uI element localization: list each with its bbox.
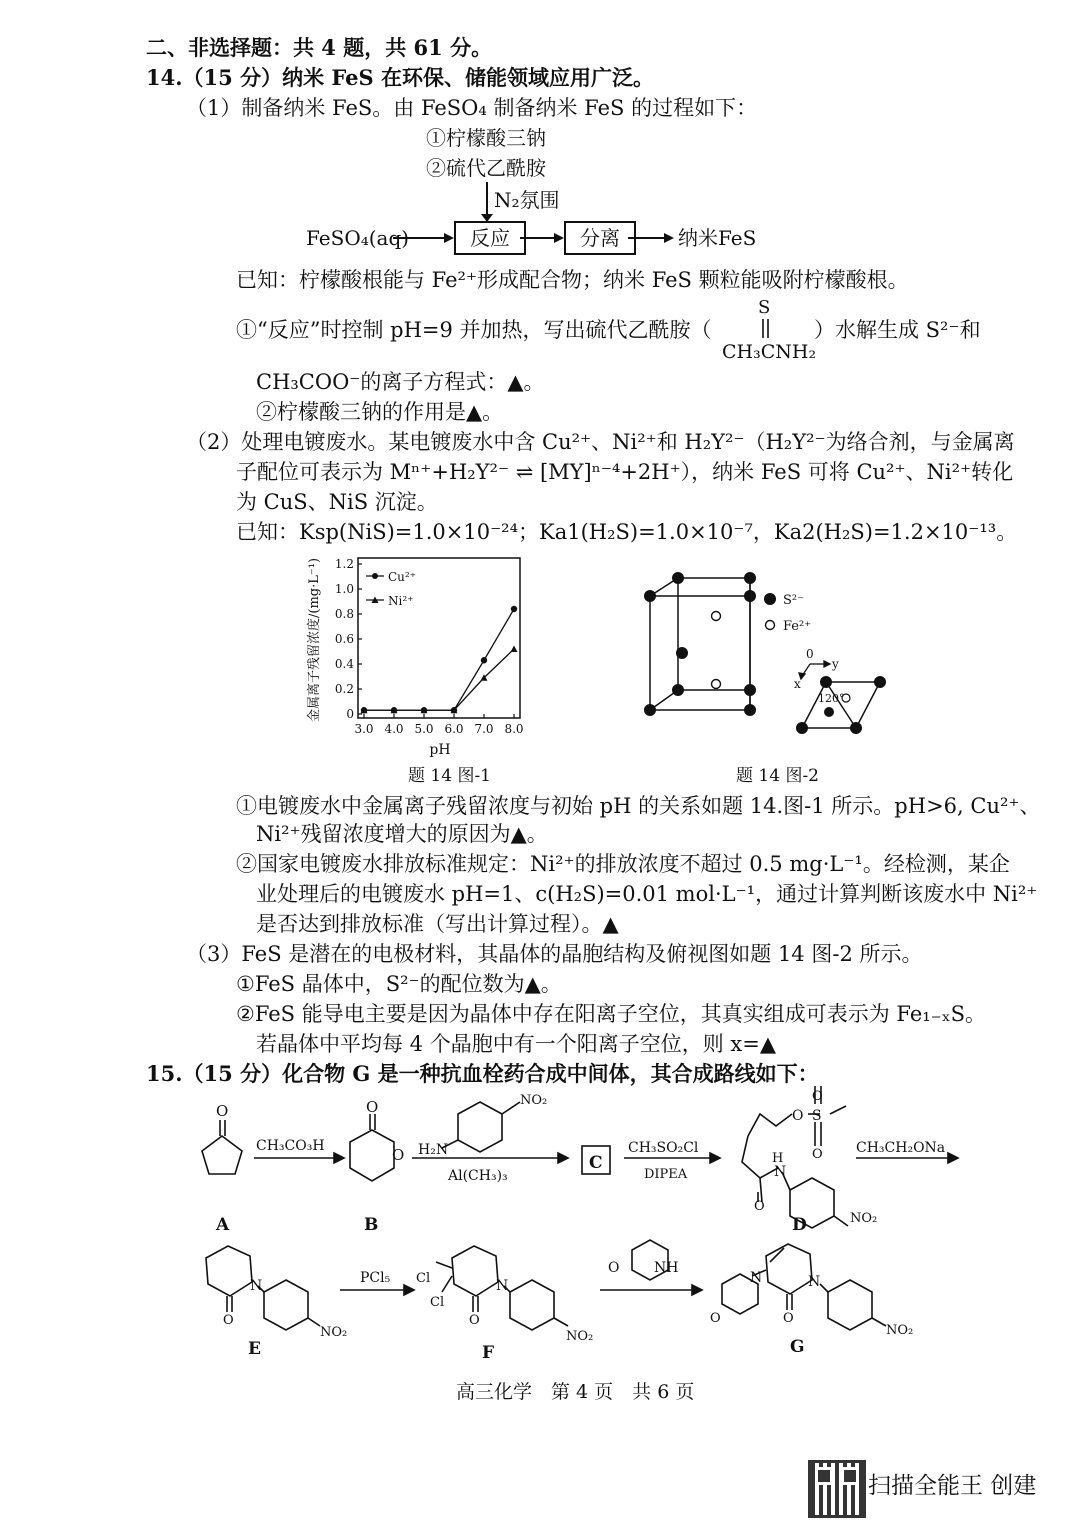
data-point-ni bbox=[511, 646, 518, 653]
f-cl-top: Cl bbox=[416, 1271, 431, 1286]
g-o: O bbox=[783, 1311, 794, 1326]
label-f: F bbox=[482, 1343, 495, 1363]
flow-reagent2: ②硫代乙酰胺 bbox=[426, 156, 546, 180]
p2-line3: 为 CuS、NiS 沉淀。 bbox=[236, 490, 438, 514]
d-ester-o: O bbox=[792, 1108, 804, 1124]
reagent-ab: CH₃CO₃H bbox=[256, 1138, 325, 1154]
known-2: 已知：Ksp(NiS)=1.0×10⁻²⁴；Ka1(H₂S)=1.0×10⁻⁷，Ka2(H₂S)=1.2×10⁻¹³。 bbox=[236, 520, 1018, 544]
iron-atoms bbox=[712, 612, 721, 689]
y-tick-label: 0.6 bbox=[334, 632, 354, 646]
angle-label: 120° bbox=[818, 692, 845, 705]
d-so-bottom: O bbox=[812, 1147, 823, 1162]
f-n: N bbox=[496, 1278, 509, 1294]
e-no2: NO₂ bbox=[320, 1325, 348, 1340]
legend-label: Cu²⁺ bbox=[388, 570, 417, 584]
chart-ylabel: 金属离子残留浓度/(mg·L⁻¹) bbox=[307, 557, 322, 723]
label-d: D bbox=[792, 1215, 807, 1235]
q2b-line1: ②国家电镀废水排放标准规定：Ni²⁺的排放浓度不超过 0.5 mg·L⁻¹。经检测，某企 bbox=[236, 852, 1010, 876]
x-tick-label: 6.0 bbox=[444, 722, 464, 736]
d-h: H bbox=[772, 1151, 784, 1166]
a-oxygen: O bbox=[216, 1102, 229, 1120]
page-footer: 高三化学 第 4 页 共 6 页 bbox=[456, 1381, 695, 1403]
flow-box-separation: 分离 bbox=[564, 221, 636, 255]
f-no2: NO₂ bbox=[566, 1329, 594, 1344]
flow-end: 纳米FeS bbox=[678, 226, 757, 250]
known-1: 已知：柠檬酸根能与 Fe²⁺形成配合物；纳米 FeS 颗粒能吸附柠檬酸根。 bbox=[236, 268, 909, 292]
g-no2: NO₂ bbox=[886, 1323, 914, 1338]
p2-line1: （2）处理电镀废水。某电镀废水中含 Cu²⁺、Ni²⁺和 H₂Y²⁻（H₂Y²⁻为络合剂，与金属离 bbox=[186, 430, 1015, 454]
thioacetamide-s: S bbox=[758, 297, 771, 318]
reagent-de: CH₃CH₂ONa bbox=[856, 1140, 946, 1156]
q14-title: 14.（15 分）纳米 FeS 在环保、储能领域应用广泛。 bbox=[146, 65, 654, 90]
q3a: ①FeS 晶体中，S²⁻的配位数为▲。 bbox=[236, 972, 562, 996]
flow-atmosphere: N₂氛围 bbox=[494, 188, 560, 212]
data-point-cu bbox=[481, 657, 487, 663]
p3-line1: （3）FeS 是潜在的电极材料，其晶体的晶胞结构及俯视图如题 14 图-2 所示。 bbox=[186, 942, 923, 966]
f-o: O bbox=[469, 1313, 480, 1328]
series-line-cu bbox=[364, 609, 514, 710]
q2b-line2: 业处理后的电镀废水 pH=1、c(H₂S)=0.01 mol·L⁻¹，通过计算判断该废水中 Ni²⁺ bbox=[256, 882, 1038, 906]
d-sulfur: S bbox=[812, 1108, 822, 1124]
q2a-line1: ①电镀废水中金属离子残留浓度与初始 pH 的关系如题 14.图-1 所示。pH>6, Cu²⁺、 bbox=[236, 794, 1041, 818]
fig2-crystal-structure bbox=[630, 560, 900, 760]
d-no2: NO₂ bbox=[850, 1211, 878, 1226]
x-tick-label: 4.0 bbox=[384, 722, 404, 736]
y-tick-label: 0.4 bbox=[334, 657, 354, 671]
legend-label: Ni²⁺ bbox=[388, 594, 414, 608]
d-so-top: O bbox=[812, 1089, 823, 1104]
fig2-caption: 题 14 图-2 bbox=[736, 766, 819, 786]
e-o: O bbox=[223, 1313, 234, 1328]
reagent-bc-al: Al(CH₃)₃ bbox=[448, 1168, 508, 1184]
b-carbonyl-o: O bbox=[366, 1098, 379, 1116]
axis-x: x bbox=[794, 677, 801, 691]
g-n: N bbox=[808, 1274, 821, 1290]
q15-title: 15.（15 分）化合物 G 是一种抗血栓药合成中间体，其合成路线如下： bbox=[146, 1061, 819, 1086]
reagent-ef: PCl₅ bbox=[360, 1270, 391, 1286]
d-carbonyl-o: O bbox=[754, 1199, 765, 1214]
chart-frame bbox=[358, 558, 520, 718]
morpholine-o: O bbox=[608, 1260, 620, 1276]
legend-iron: Fe²⁺ bbox=[783, 619, 812, 634]
y-tick-label: 0 bbox=[346, 707, 354, 721]
e-n: N bbox=[250, 1278, 263, 1294]
x-tick-label: 5.0 bbox=[414, 722, 434, 736]
morpholine-nh: NH bbox=[654, 1260, 679, 1276]
qr-code-icon bbox=[808, 1460, 866, 1518]
axis-y: y bbox=[832, 657, 839, 671]
x-tick-label: 8.0 bbox=[504, 722, 524, 736]
b-ring-o: O bbox=[392, 1146, 405, 1164]
y-tick-label: 0.2 bbox=[334, 682, 354, 696]
flow-reagent1: ①柠檬酸三钠 bbox=[426, 126, 546, 150]
d-n: N bbox=[774, 1164, 787, 1180]
thioacetamide-double-bond bbox=[756, 318, 776, 340]
q1a-text: ①“反应”时控制 pH=9 并加热，写出硫代乙酰胺（ bbox=[236, 318, 712, 342]
q1a-line2: CH₃COO⁻的离子方程式：▲。 bbox=[256, 370, 545, 394]
fig1-chart bbox=[300, 548, 540, 764]
reagent-bc-amine: H₂N bbox=[418, 1142, 449, 1158]
flow-arrows bbox=[0, 0, 1080, 260]
g-morph-n: N bbox=[750, 1270, 763, 1286]
data-point-cu bbox=[511, 606, 517, 612]
legend-iron-dot bbox=[766, 621, 775, 630]
watermark: 扫描全能王 创建 bbox=[868, 1473, 1037, 1499]
legend-marker-cu bbox=[372, 573, 378, 579]
flow-box-reaction: 反应 bbox=[454, 221, 526, 255]
y-tick-label: 0.8 bbox=[334, 607, 354, 621]
y-tick-label: 1.0 bbox=[334, 582, 354, 596]
legend-sulfur-dot bbox=[764, 593, 776, 605]
q1b: ②柠檬酸三钠的作用是▲。 bbox=[256, 400, 504, 424]
reagent-bc-no2: NO₂ bbox=[520, 1093, 548, 1108]
chart-xlabel: pH bbox=[429, 742, 451, 758]
label-e: E bbox=[248, 1339, 261, 1359]
thioacetamide-formula: CH₃CNH₂ bbox=[722, 341, 817, 363]
synthesis-route bbox=[180, 1086, 980, 1376]
q1a-text-end: ）水解生成 S²⁻和 bbox=[814, 318, 981, 342]
reagent-cd-bottom: DIPEA bbox=[644, 1167, 688, 1182]
x-tick-label: 3.0 bbox=[354, 722, 374, 736]
q3b-line1: ②FeS 能导电主要是因为晶体中存在阳离子空位，其真实组成可表示为 Fe₁₋ₓS。 bbox=[236, 1002, 987, 1026]
reagent-cd-top: CH₃SO₂Cl bbox=[628, 1140, 699, 1156]
fig1-caption: 题 14 图-1 bbox=[408, 766, 491, 786]
label-g: G bbox=[790, 1337, 805, 1357]
label-c: C bbox=[589, 1153, 603, 1173]
series-line-ni bbox=[364, 649, 514, 710]
label-a: A bbox=[216, 1215, 230, 1235]
q2a-line2: Ni²⁺残留浓度增大的原因为▲。 bbox=[256, 822, 548, 846]
x-tick-label: 7.0 bbox=[474, 722, 494, 736]
axis-origin: 0 bbox=[806, 647, 814, 661]
legend-sulfur: S²⁻ bbox=[783, 593, 804, 608]
f-cl-bottom: Cl bbox=[430, 1295, 445, 1310]
label-b: B bbox=[364, 1215, 379, 1235]
p2-line2: 子配位可表示为 Mⁿ⁺+H₂Y²⁻ ⇌ [MY]ⁿ⁻⁴+2H⁺），纳米 FeS 可将 Cu²⁺、Ni²⁺转化 bbox=[236, 460, 1014, 484]
section-title: 二、非选择题：共 4 题，共 61 分。 bbox=[146, 35, 493, 60]
q2b-line3: 是否达到排放标准（写出计算过程）。▲ bbox=[256, 912, 619, 936]
flow-start: FeSO₄(aq) bbox=[306, 226, 410, 250]
q3b-line2: 若晶体中平均每 4 个晶胞中有一个阳离子空位，则 x=▲ bbox=[256, 1032, 776, 1056]
y-tick-label: 1.2 bbox=[334, 557, 354, 571]
sulfur-atoms bbox=[644, 572, 756, 716]
q14-part1-intro: （1）制备纳米 FeS。由 FeSO₄ 制备纳米 FeS 的过程如下： bbox=[186, 96, 758, 120]
g-morph-o: O bbox=[710, 1311, 721, 1326]
